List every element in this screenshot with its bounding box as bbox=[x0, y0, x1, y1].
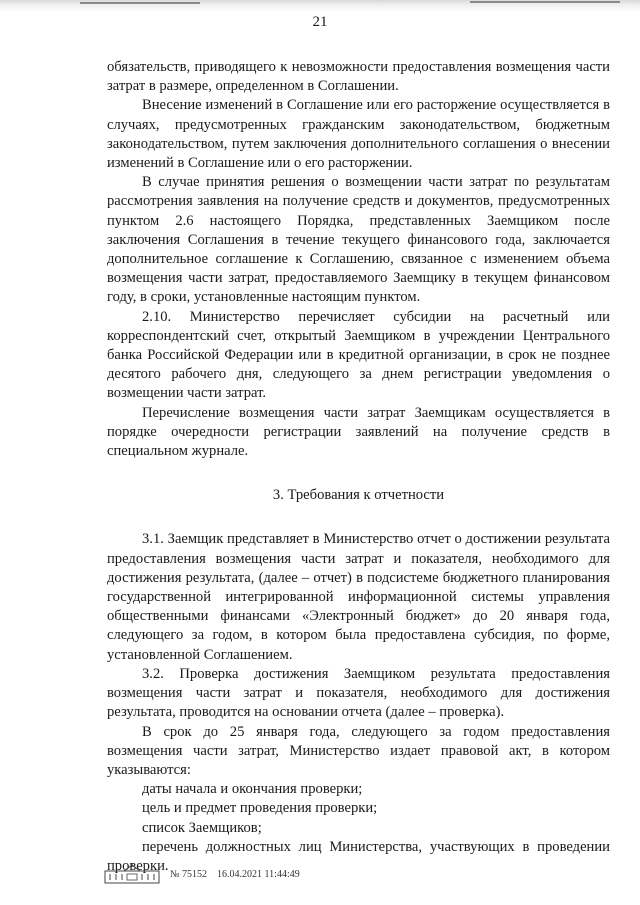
list-item: цель и предмет проведения проверки; bbox=[142, 800, 378, 817]
document-body bbox=[107, 58, 610, 876]
document-stamp-footer bbox=[104, 863, 300, 885]
paragraph-2-10: 2.10. Министерство перечисляет субсидии на расчетный или корреспондентский счет, открытый Заемщиком в учреждении Центрального банка Российской Федерации или в кредитной организации, в срок не позднее десятого рабочего дня, следующего за днем регистрации уведомления о возмещении части затрат. bbox=[107, 308, 610, 402]
paragraph-continuation: обязательств, приводящего к невозможности предоставления возмещения части затрат в размере, определенном в Соглашении. bbox=[107, 59, 610, 95]
paragraph-additional-agreement: В случае принятия решения о возмещении части затрат по результатам рассмотрения заявления на получение средств и документов, предусмотренных пунктом 2.6 настоящего Порядка, представленных Заемщиком после заключения Соглашения в течение текущего финансового года, заключается дополнительное соглашение к Соглашению, связанное с изменением объема возмещения части затрат, предоставляемого Заемщику в текущем финансовом году, в сроки, установленные настоящим пунктом. bbox=[107, 174, 610, 306]
scan-streak bbox=[470, 1, 620, 3]
scan-streak bbox=[80, 2, 200, 4]
paragraph-3-2: 3.2. Проверка достижения Заемщиком результата предоставления возмещения части затрат и показателя, необходимого для достижения результата, проводится на основании отчета (далее – проверка). bbox=[107, 665, 610, 721]
paragraph-legal-act: В срок до 25 января года, следующего за годом предоставления возмещения части затрат, Министерство издает правовой акт, в котором указываются: bbox=[107, 723, 610, 778]
government-seal-icon bbox=[104, 863, 160, 885]
section-heading: 3. Требования к отчетности bbox=[272, 487, 445, 504]
scan-edge-shadow bbox=[0, 0, 640, 12]
paragraph-transfer-order: Перечисление возмещения части затрат Заемщикам осуществляется в порядке очередности регистрации заявлений на получение средств в специальном журнале. bbox=[107, 404, 610, 460]
list-item: даты начала и окончания проверки; bbox=[142, 781, 363, 798]
paragraph-3-1: 3.1. Заемщик представляет в Министерство отчет о достижении результата предоставления возмещения части затрат и показателя, необходимого для достижения результата, (далее – отчет) в подсистеме бюджетного планирования государственной интегрированной информационной системы управления общественными финансами «Электронный бюджет» до 20 января года, следующего за годом, в котором была предоставлена субсидия, по форме, установленной Соглашением. bbox=[107, 531, 610, 663]
list-item: список Заемщиков; bbox=[142, 819, 262, 836]
paragraph-officials-list: перечень должностных лиц Министерства, участвующих в проведении проверки. bbox=[107, 838, 610, 874]
document-number: № 75152 bbox=[170, 868, 208, 880]
paragraph-amendments: Внесение изменений в Соглашение или его расторжение осуществляется в случаях, предусмотренных гражданским законодательством, бюджетным законодательством, путем заключения дополнительного соглашения о внесении изменений в Соглашение или о его расторжении. bbox=[107, 97, 610, 172]
page-number: 21 bbox=[312, 14, 328, 30]
document-datetime: 16.04.2021 11:44:49 bbox=[217, 868, 300, 880]
